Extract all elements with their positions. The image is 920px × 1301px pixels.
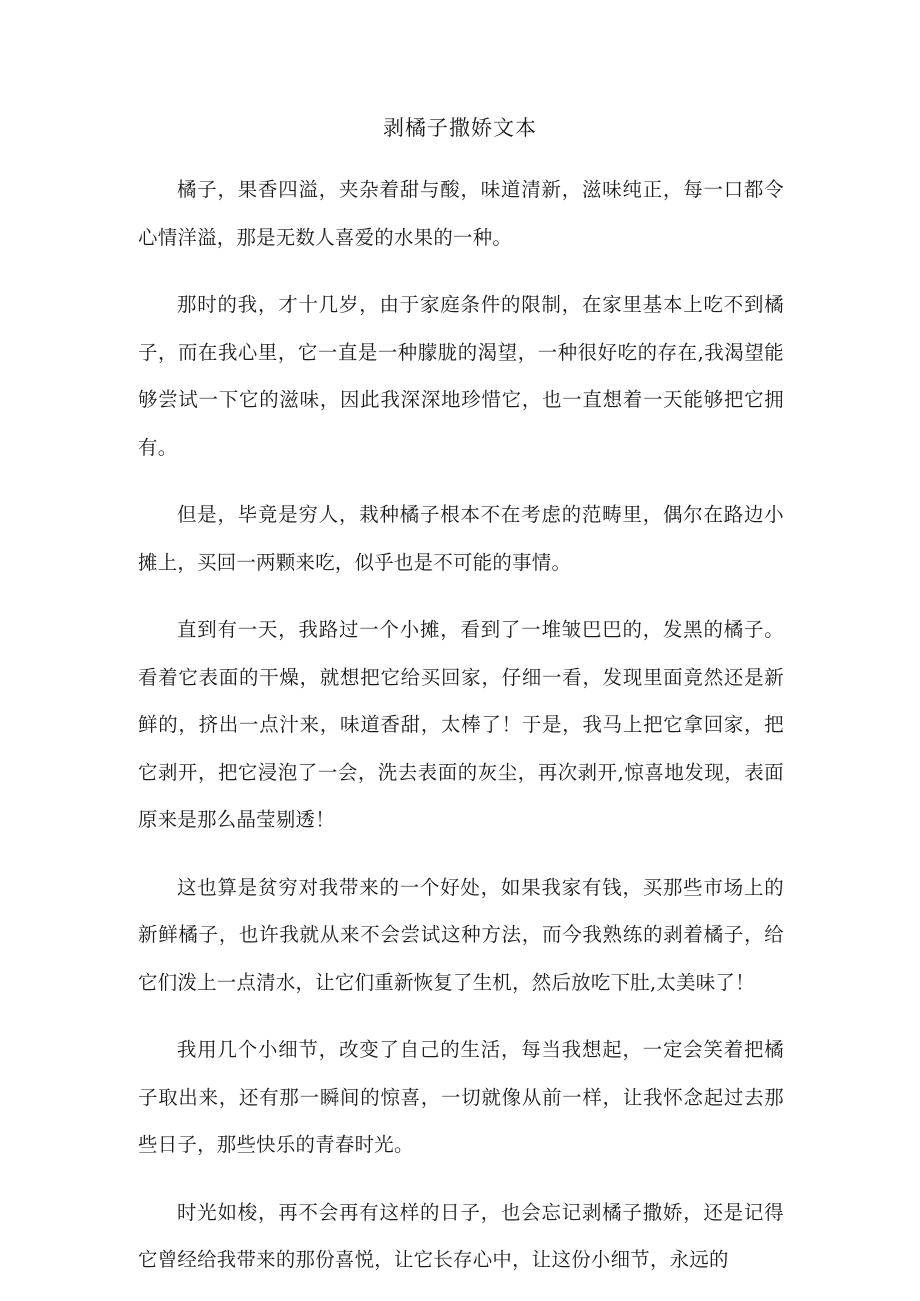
paragraph-4: 直到有一天，我路过一个小摊，看到了一堆皱巴巴的，发黑的橘子。看着它表面的干燥，就想把它给买回家，仔细一看，发现里面竟然还是新鲜的，挤出一点汁来，味道香甜，太棒了！于是，我马上把它拿回家，把它剥开，把它浸泡了一会，洗去表面的灰尘，再次剥开,惊喜地发现，表面原来是那么晶莹剔透！ bbox=[138, 618, 784, 831]
paragraph-5: 这也算是贫穷对我带来的一个好处，如果我家有钱，买那些市场上的新鲜橘子，也许我就从来不会尝试这种方法，而今我熟练的剥着橘子，给它们泼上一点清水，让它们重新恢复了生机，然后放吃下肚,太美味了！ bbox=[138, 875, 784, 994]
paragraph-6: 我用几个小细节，改变了自己的生活，每当我想起，一定会笑着把橘子取出来，还有那一瞬间的惊喜，一切就像从前一样，让我怀念起过去那些日子，那些快乐的青春时光。 bbox=[138, 1038, 784, 1156]
paragraph-3: 但是，毕竟是穷人，栽种橘子根本不在考虑的范畴里，偶尔在路边小摊上，买回一两颗来吃，似乎也是不可能的事情。 bbox=[138, 503, 784, 574]
paragraph-2: 那时的我，才十几岁，由于家庭条件的限制，在家里基本上吃不到橘子，而在我心里，它一直是一种朦胧的渴望，一种很好吃的存在,我渴望能够尝试一下它的滋味，因此我深深地珍惜它，也一直想着一天能够把它拥有。 bbox=[138, 293, 784, 459]
document-title: 剥橘子撒娇文本 bbox=[383, 116, 537, 140]
paragraph-7: 时光如梭，再不会再有这样的日子，也会忘记剥橘子撒娇，还是记得它曾经给我带来的那份喜悦，让它长存心中，让这份小细节，永远的 bbox=[138, 1200, 784, 1271]
paragraph-1: 橘子，果香四溢，夹杂着甜与酸，味道清新，滋味纯正，每一口都令心情洋溢，那是无数人喜爱的水果的一种。 bbox=[138, 178, 784, 249]
document-body bbox=[138, 166, 784, 1284]
